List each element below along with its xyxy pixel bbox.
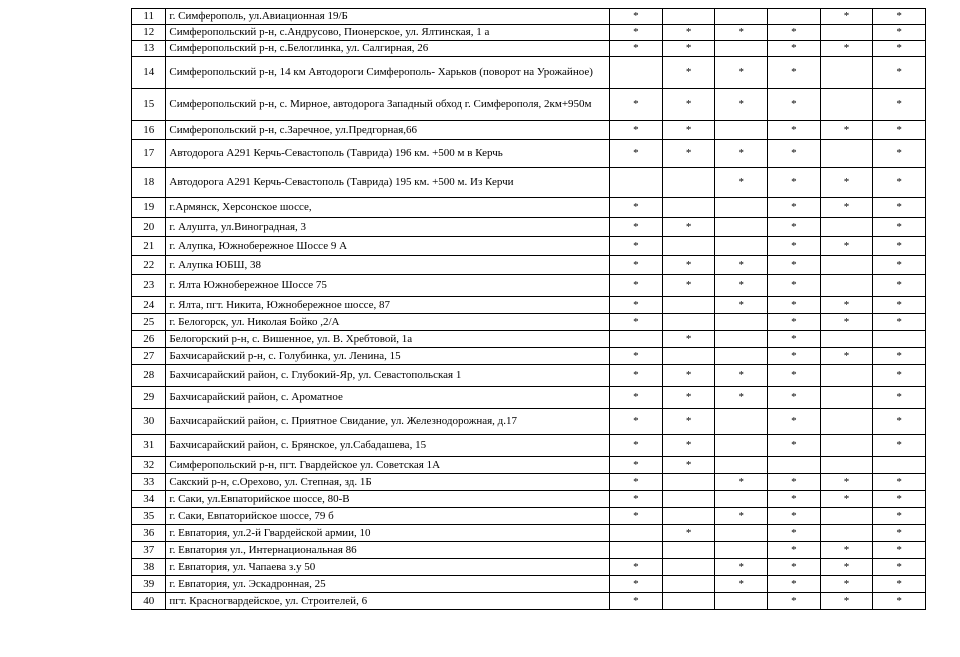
mark-cell	[662, 559, 715, 576]
mark-cell	[820, 435, 873, 457]
mark-cell: *	[715, 140, 768, 168]
mark-cell: *	[610, 9, 663, 25]
row-address: г. Евпатория, ул. Эскадронная, 25	[166, 576, 610, 593]
row-number: 19	[132, 198, 166, 218]
row-number: 24	[132, 297, 166, 314]
mark-cell: *	[610, 387, 663, 409]
mark-cell: *	[610, 508, 663, 525]
mark-cell	[662, 576, 715, 593]
mark-cell: *	[873, 542, 926, 559]
mark-cell: *	[873, 474, 926, 491]
mark-cell: *	[768, 365, 821, 387]
mark-cell: *	[715, 57, 768, 89]
row-number: 32	[132, 457, 166, 474]
mark-cell	[662, 198, 715, 218]
mark-cell: *	[610, 559, 663, 576]
mark-cell: *	[873, 314, 926, 331]
row-number: 23	[132, 275, 166, 297]
mark-cell: *	[873, 491, 926, 508]
mark-cell: *	[873, 435, 926, 457]
mark-cell: *	[610, 121, 663, 140]
mark-cell: *	[662, 275, 715, 297]
mark-cell: *	[662, 256, 715, 275]
mark-cell	[820, 25, 873, 41]
row-address: Бахчисарайский район, с. Брянское, ул.Сабадашева, 15	[166, 435, 610, 457]
mark-cell: *	[610, 237, 663, 256]
table-row	[132, 435, 926, 457]
mark-cell: *	[768, 140, 821, 168]
mark-cell	[768, 9, 821, 25]
mark-cell: *	[610, 491, 663, 508]
mark-cell	[715, 348, 768, 365]
table-row	[132, 41, 926, 57]
mark-cell: *	[610, 198, 663, 218]
mark-cell: *	[768, 525, 821, 542]
mark-cell: *	[610, 474, 663, 491]
mark-cell: *	[820, 474, 873, 491]
row-address: Симферопольский р-н, с.Заречное, ул.Предгорная,66	[166, 121, 610, 140]
mark-cell: *	[610, 576, 663, 593]
row-address: г. Белогорск, ул. Николая Бойко ,2/А	[166, 314, 610, 331]
mark-cell	[820, 365, 873, 387]
mark-cell: *	[662, 387, 715, 409]
mark-cell: *	[610, 457, 663, 474]
row-address: Бахчисарайский район, с. Глубокий-Яр, ул. Севастопольская 1	[166, 365, 610, 387]
mark-cell: *	[768, 168, 821, 198]
table-row	[132, 576, 926, 593]
row-number: 28	[132, 365, 166, 387]
mark-cell	[662, 168, 715, 198]
mark-cell	[820, 140, 873, 168]
row-address: Сакский р-н, с.Орехово, ул. Степная, зд. 1Б	[166, 474, 610, 491]
stations-table	[131, 8, 926, 610]
table-row	[132, 525, 926, 542]
mark-cell: *	[873, 198, 926, 218]
row-number: 16	[132, 121, 166, 140]
mark-cell	[715, 198, 768, 218]
row-number: 39	[132, 576, 166, 593]
mark-cell: *	[610, 275, 663, 297]
row-address: г. Ялта Южнобережное Шоссе 75	[166, 275, 610, 297]
row-number: 21	[132, 237, 166, 256]
mark-cell: *	[662, 365, 715, 387]
table-row	[132, 121, 926, 140]
mark-cell: *	[768, 57, 821, 89]
mark-cell: *	[820, 559, 873, 576]
row-number: 14	[132, 57, 166, 89]
mark-cell: *	[610, 297, 663, 314]
mark-cell: *	[768, 593, 821, 610]
mark-cell: *	[768, 25, 821, 41]
row-address: г. Алупка, Южнобережное Шоссе 9 А	[166, 237, 610, 256]
table-row	[132, 457, 926, 474]
mark-cell: *	[715, 365, 768, 387]
mark-cell	[715, 121, 768, 140]
mark-cell	[662, 542, 715, 559]
mark-cell: *	[873, 140, 926, 168]
mark-cell: *	[715, 387, 768, 409]
row-number: 12	[132, 25, 166, 41]
mark-cell: *	[873, 218, 926, 237]
mark-cell: *	[662, 89, 715, 121]
table-row	[132, 474, 926, 491]
row-address: Симферопольский р-н, пгт. Гвардейское ул. Советская 1А	[166, 457, 610, 474]
mark-cell: *	[873, 89, 926, 121]
mark-cell	[715, 218, 768, 237]
mark-cell: *	[768, 576, 821, 593]
mark-cell: *	[768, 256, 821, 275]
mark-cell	[715, 314, 768, 331]
mark-cell: *	[768, 559, 821, 576]
mark-cell: *	[715, 89, 768, 121]
mark-cell: *	[662, 525, 715, 542]
mark-cell: *	[820, 41, 873, 57]
mark-cell: *	[662, 218, 715, 237]
mark-cell	[662, 491, 715, 508]
mark-cell: *	[820, 576, 873, 593]
row-address: Симферопольский р-н, 14 км Автодороги Симферополь- Харьков (поворот на Урожайное)	[166, 57, 610, 89]
mark-cell: *	[715, 275, 768, 297]
mark-cell: *	[768, 41, 821, 57]
mark-cell: *	[768, 237, 821, 256]
mark-cell	[820, 331, 873, 348]
mark-cell: *	[715, 168, 768, 198]
mark-cell: *	[768, 542, 821, 559]
table-row	[132, 542, 926, 559]
mark-cell	[820, 457, 873, 474]
mark-cell	[662, 508, 715, 525]
mark-cell: *	[820, 198, 873, 218]
mark-cell: *	[768, 297, 821, 314]
mark-cell	[873, 457, 926, 474]
row-number: 26	[132, 331, 166, 348]
mark-cell: *	[662, 25, 715, 41]
mark-cell: *	[715, 474, 768, 491]
mark-cell: *	[820, 348, 873, 365]
mark-cell: *	[820, 9, 873, 25]
mark-cell: *	[610, 409, 663, 435]
table-row	[132, 57, 926, 89]
row-number: 30	[132, 409, 166, 435]
mark-cell	[662, 474, 715, 491]
row-number: 35	[132, 508, 166, 525]
mark-cell: *	[768, 89, 821, 121]
mark-cell	[715, 542, 768, 559]
mark-cell	[610, 542, 663, 559]
row-number: 34	[132, 491, 166, 508]
mark-cell: *	[820, 593, 873, 610]
table-row	[132, 491, 926, 508]
mark-cell: *	[768, 387, 821, 409]
table-row	[132, 168, 926, 198]
table-row	[132, 25, 926, 41]
mark-cell	[662, 314, 715, 331]
table-row	[132, 559, 926, 576]
row-number: 22	[132, 256, 166, 275]
mark-cell	[820, 387, 873, 409]
table-row	[132, 508, 926, 525]
table-row	[132, 218, 926, 237]
mark-cell: *	[610, 218, 663, 237]
table-row	[132, 140, 926, 168]
row-number: 20	[132, 218, 166, 237]
mark-cell: *	[873, 593, 926, 610]
mark-cell: *	[873, 348, 926, 365]
mark-cell: *	[820, 314, 873, 331]
mark-cell: *	[610, 314, 663, 331]
row-number: 40	[132, 593, 166, 610]
table-row	[132, 297, 926, 314]
row-address: г. Саки, Евпаторийское шоссе, 79 б	[166, 508, 610, 525]
row-number: 11	[132, 9, 166, 25]
mark-cell: *	[873, 525, 926, 542]
mark-cell: *	[873, 387, 926, 409]
mark-cell: *	[873, 409, 926, 435]
mark-cell: *	[873, 168, 926, 198]
row-number: 38	[132, 559, 166, 576]
table-row	[132, 198, 926, 218]
mark-cell: *	[768, 218, 821, 237]
table-row	[132, 275, 926, 297]
mark-cell: *	[610, 25, 663, 41]
mark-cell: *	[873, 576, 926, 593]
mark-cell: *	[768, 314, 821, 331]
mark-cell	[662, 593, 715, 610]
table-row	[132, 314, 926, 331]
mark-cell	[820, 89, 873, 121]
mark-cell: *	[715, 576, 768, 593]
mark-cell: *	[873, 237, 926, 256]
mark-cell: *	[662, 331, 715, 348]
row-address: Автодорога А291 Керчь-Севастополь (Таврида) 195 км. +500 м. Из Керчи	[166, 168, 610, 198]
table-row	[132, 409, 926, 435]
mark-cell	[768, 457, 821, 474]
row-address: г. Алупка ЮБШ, 38	[166, 256, 610, 275]
row-address: г. Симферополь, ул.Авиационная 19/Б	[166, 9, 610, 25]
row-number: 29	[132, 387, 166, 409]
mark-cell: *	[662, 121, 715, 140]
mark-cell	[820, 57, 873, 89]
mark-cell: *	[610, 41, 663, 57]
mark-cell	[662, 348, 715, 365]
mark-cell: *	[873, 121, 926, 140]
mark-cell	[715, 525, 768, 542]
mark-cell: *	[610, 256, 663, 275]
mark-cell: *	[873, 275, 926, 297]
mark-cell: *	[820, 168, 873, 198]
mark-cell: *	[873, 9, 926, 25]
table-row	[132, 593, 926, 610]
mark-cell: *	[820, 542, 873, 559]
mark-cell: *	[768, 121, 821, 140]
mark-cell	[873, 331, 926, 348]
mark-cell: *	[662, 57, 715, 89]
row-address: Симферопольский р-н, с.Андрусово, Пионерское, ул. Ялтинская, 1 а	[166, 25, 610, 41]
mark-cell	[662, 297, 715, 314]
mark-cell	[715, 41, 768, 57]
table-row	[132, 89, 926, 121]
mark-cell	[820, 275, 873, 297]
row-address: пгт. Красногвардейское, ул. Строителей, 6	[166, 593, 610, 610]
row-address: Симферопольский р-н, с. Мирное, автодорога Западный обход г. Симферополя, 2км+950м	[166, 89, 610, 121]
row-address: Бахчисарайский район, с. Приятное Свидание, ул. Железнодорожная, д.17	[166, 409, 610, 435]
mark-cell: *	[768, 435, 821, 457]
row-address: г. Евпатория, ул. Чапаева з.у 50	[166, 559, 610, 576]
mark-cell: *	[768, 508, 821, 525]
mark-cell: *	[873, 508, 926, 525]
mark-cell: *	[715, 559, 768, 576]
mark-cell: *	[768, 491, 821, 508]
mark-cell	[820, 508, 873, 525]
row-number: 17	[132, 140, 166, 168]
mark-cell: *	[873, 41, 926, 57]
row-address: Бахчисарайский район, с. Ароматное	[166, 387, 610, 409]
row-address: Белогорский р-н, с. Вишенное, ул. В. Хребтовой, 1а	[166, 331, 610, 348]
table-row	[132, 348, 926, 365]
mark-cell: *	[820, 297, 873, 314]
mark-cell	[610, 525, 663, 542]
row-number: 37	[132, 542, 166, 559]
row-address: г. Ялта, пгт. Никита, Южнобережное шоссе, 87	[166, 297, 610, 314]
row-number: 15	[132, 89, 166, 121]
table-row	[132, 365, 926, 387]
mark-cell: *	[610, 365, 663, 387]
mark-cell: *	[820, 491, 873, 508]
table-row	[132, 256, 926, 275]
mark-cell: *	[820, 237, 873, 256]
row-address: г. Алушта, ул.Виноградная, 3	[166, 218, 610, 237]
mark-cell: *	[662, 140, 715, 168]
mark-cell: *	[768, 275, 821, 297]
row-address: г. Саки, ул.Евпаторийское шоссе, 80-В	[166, 491, 610, 508]
mark-cell: *	[715, 256, 768, 275]
mark-cell	[820, 256, 873, 275]
row-number: 13	[132, 41, 166, 57]
mark-cell: *	[768, 474, 821, 491]
mark-cell	[715, 409, 768, 435]
table-row	[132, 387, 926, 409]
mark-cell	[715, 457, 768, 474]
mark-cell: *	[610, 348, 663, 365]
row-number: 27	[132, 348, 166, 365]
mark-cell: *	[715, 508, 768, 525]
row-number: 18	[132, 168, 166, 198]
row-address: Симферопольский р-н, с.Белоглинка, ул. Салгирная, 26	[166, 41, 610, 57]
mark-cell	[662, 9, 715, 25]
mark-cell	[662, 237, 715, 256]
mark-cell: *	[715, 25, 768, 41]
table-row	[132, 237, 926, 256]
mark-cell	[820, 525, 873, 542]
row-address: г. Евпатория, ул.2-й Гвардейской армии, 10	[166, 525, 610, 542]
mark-cell: *	[873, 25, 926, 41]
mark-cell: *	[610, 140, 663, 168]
row-number: 31	[132, 435, 166, 457]
mark-cell: *	[610, 89, 663, 121]
row-number: 33	[132, 474, 166, 491]
mark-cell: *	[768, 198, 821, 218]
mark-cell	[820, 218, 873, 237]
mark-cell: *	[768, 409, 821, 435]
row-address: г.Армянск, Херсонское шоссе,	[166, 198, 610, 218]
mark-cell	[610, 168, 663, 198]
mark-cell	[715, 237, 768, 256]
table-row	[132, 9, 926, 25]
row-number: 36	[132, 525, 166, 542]
row-number: 25	[132, 314, 166, 331]
mark-cell: *	[873, 365, 926, 387]
mark-cell: *	[662, 457, 715, 474]
row-address: Бахчисарайский р-н, с. Голубинка, ул. Ленина, 15	[166, 348, 610, 365]
mark-cell: *	[768, 348, 821, 365]
mark-cell: *	[768, 331, 821, 348]
row-address: Автодорога А291 Керчь-Севастополь (Таврида) 196 км. +500 м в Керчь	[166, 140, 610, 168]
mark-cell: *	[662, 435, 715, 457]
mark-cell	[820, 409, 873, 435]
mark-cell	[715, 331, 768, 348]
mark-cell: *	[715, 297, 768, 314]
table-row	[132, 331, 926, 348]
mark-cell	[610, 331, 663, 348]
mark-cell: *	[873, 256, 926, 275]
mark-cell: *	[610, 435, 663, 457]
mark-cell: *	[873, 57, 926, 89]
row-address: г. Евпатория ул., Интернациональная 86	[166, 542, 610, 559]
mark-cell	[715, 435, 768, 457]
mark-cell: *	[873, 297, 926, 314]
mark-cell: *	[873, 559, 926, 576]
mark-cell	[610, 57, 663, 89]
mark-cell	[715, 9, 768, 25]
mark-cell	[715, 593, 768, 610]
mark-cell: *	[610, 593, 663, 610]
mark-cell: *	[662, 409, 715, 435]
mark-cell	[715, 491, 768, 508]
mark-cell: *	[820, 121, 873, 140]
mark-cell: *	[662, 41, 715, 57]
